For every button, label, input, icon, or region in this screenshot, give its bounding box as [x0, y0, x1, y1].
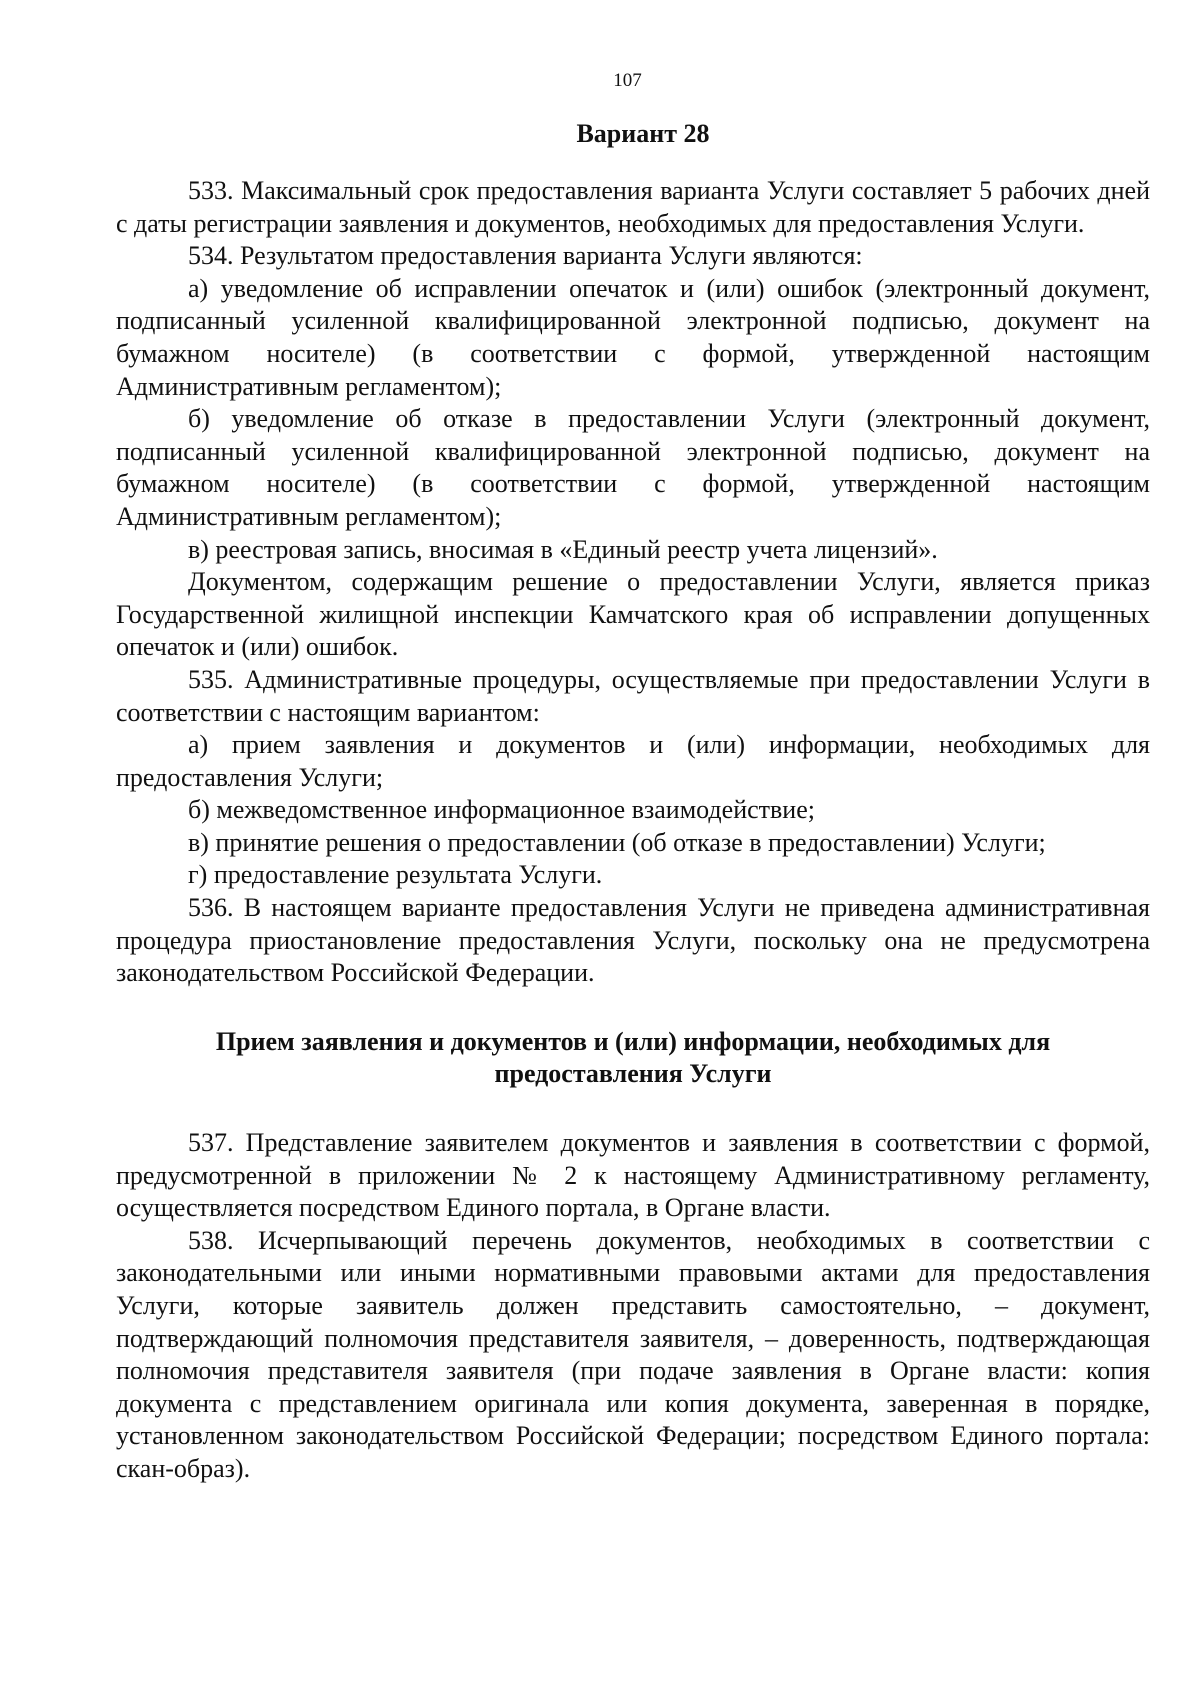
list-item-535-d: г) предоставление результата Услуги.	[188, 860, 603, 890]
list-item-534-a: а) уведомление об исправлении опечаток и (или) ошибок (электронный документ, подписанный усиленной квалифицированной электронной подписью, документ на бумажном носителе) (в соответствии с формой, утвержденной настоящим Административным регламентом);	[116, 273, 1150, 401]
paragraph-535: 535. Административные процедуры, осуществляемые при предоставлении Услуги в соответствии с настоящим вариантом:	[116, 664, 1150, 727]
section-heading	[116, 1026, 1150, 1091]
section-heading-line-1: Прием заявления и документов и (или) информации, необходимых для	[215, 1026, 1051, 1056]
document-body	[116, 118, 1150, 1486]
paragraph-538: 538. Исчерпывающий перечень документов, необходимых в соответствии с законодательными или иными нормативными правовыми актами для предоставления Услуги, которые заявитель должен представить самостоятельно, – документ, подтверждающий полномочия представителя заявителя, – доверенность, подтверждающая полномочия представителя заявителя (при подаче заявления в Органе власти: копия документа с представлением оригинала или копия документа, заверенная в порядке, установленном законодательством Российской Федерации; посредством Единого портала: скан-образ).	[116, 1225, 1150, 1483]
variant-title: Вариант 28	[576, 119, 710, 148]
section-heading-line-2: предоставления Услуги	[494, 1059, 772, 1089]
list-item-534-c: в) реестровая запись, вносимая в «Единый реестр учета лицензий».	[188, 534, 938, 564]
list-item-535-a: а) прием заявления и документов и (или) информации, необходимых для предоставления Услуги;	[116, 730, 1150, 792]
paragraph-decision-document: Документом, содержащим решение о предоставлении Услуги, является приказ Государственной жилищной инспекции Камчатского края об исправлении допущенных опечаток и (или) ошибок.	[116, 567, 1150, 662]
list-item-535-c: в) принятие решения о предоставлении (об отказе в предоставлении) Услуги;	[188, 827, 1046, 857]
page-number: 107	[613, 70, 642, 91]
paragraph-534: 534. Результатом предоставления варианта Услуги являются:	[188, 241, 863, 271]
paragraph-537: 537. Представление заявителем документов и заявления в соответствии с формой, предусмотренной в приложении № 2 к настоящему Административному регламенту, осуществляется посредством Единого портала, в Органе власти.	[116, 1128, 1150, 1223]
paragraph-533: 533. Максимальный срок предоставления варианта Услуги составляет 5 рабочих дней с даты регистрации заявления и документов, необходимых для предоставления Услуги.	[116, 176, 1150, 238]
list-item-535-b: б) межведомственное информационное взаимодействие;	[188, 795, 815, 825]
list-item-534-b: б) уведомление об отказе в предоставлении Услуги (электронный документ, подписанный усиленной квалифицированной электронной подписью, документ на бумажном носителе) (в соответствии с формой, утвержденной настоящим Административным регламентом);	[116, 404, 1150, 531]
paragraph-536: 536. В настоящем варианте предоставления Услуги не приведена административная процедура приостановление предоставления Услуги, поскольку она не предусмотрена законодательством Российской Федерации.	[116, 893, 1150, 988]
